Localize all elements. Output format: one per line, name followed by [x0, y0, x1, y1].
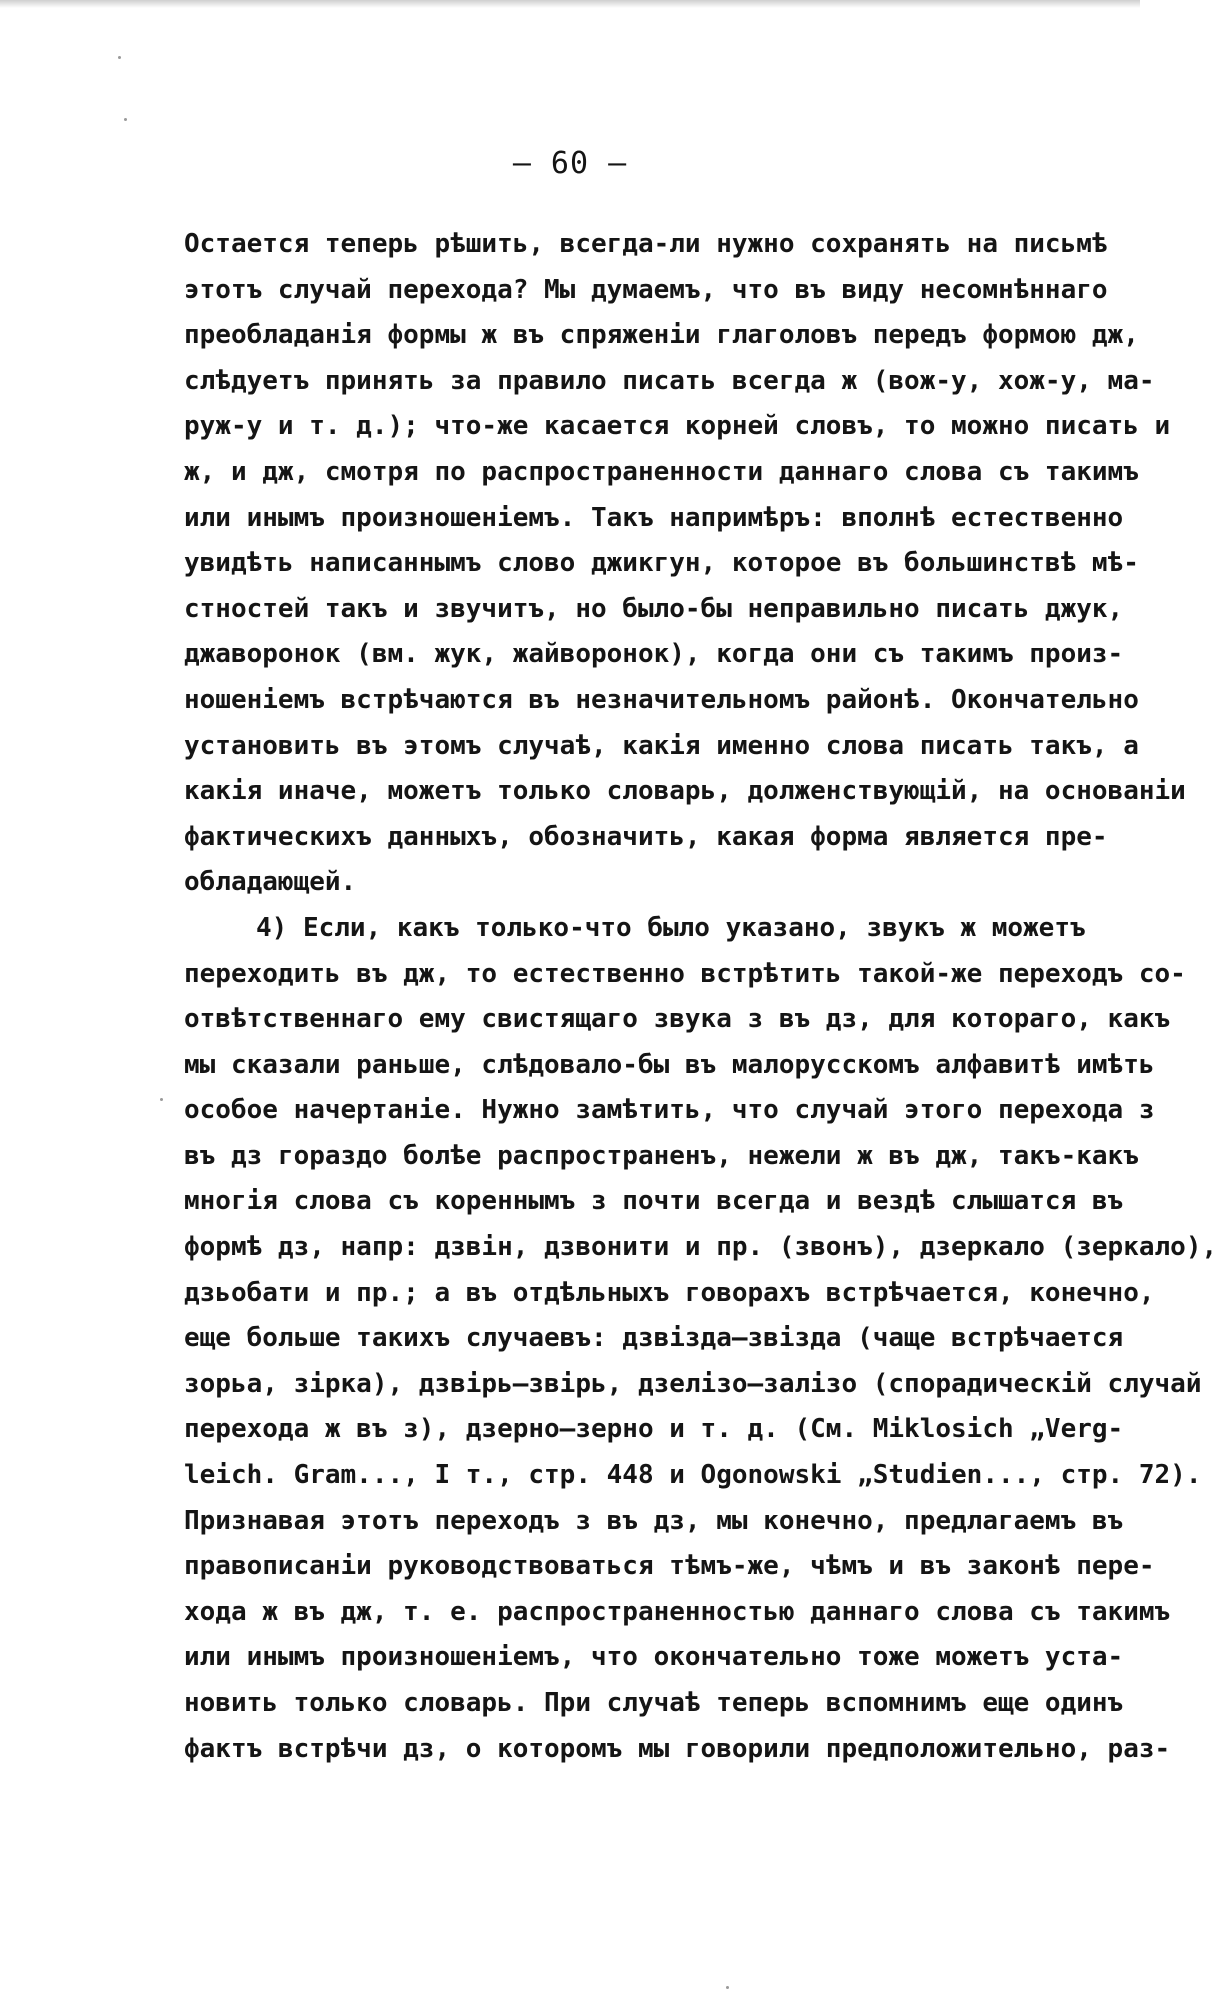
- text-line: фактическихъ данныхъ, обозначить, какая форма является пре-: [184, 821, 1108, 852]
- text-line: leich. Gram..., I т., стр. 448 и Ogonowski „Studien..., стр. 72).: [184, 1460, 1202, 1491]
- text-line: руж-у и т. д.); что-же касается корней словъ, то можно писать и: [184, 411, 1171, 442]
- text-line: новить только словарь. При случаѣ теперь вспомнимъ еще одинъ: [184, 1688, 1124, 1718]
- text-line: увидѣть написаннымъ слово джикгун, которое въ большинствѣ мѣ-: [184, 548, 1139, 579]
- text-line: стностей такъ и звучитъ, но было-бы неправильно писать джук,: [184, 593, 1124, 624]
- text-line: зорьа, зірка), дзвірь—звірь, дзелізо—залізо (спорадическій случай: [184, 1368, 1202, 1399]
- text-line: ж, и дж, смотря по распространенности даннаго слова съ такимъ: [184, 456, 1139, 487]
- scan-speck: [118, 56, 121, 59]
- text-line: фактъ встрѣчи дз, о которомъ мы говорили предположительно, раз-: [184, 1733, 1171, 1764]
- text-line: перехода ж въ з), дзерно—зерно и т. д. (См. Miklosich „Verg-: [184, 1414, 1124, 1445]
- body-text: [184, 222, 1217, 1772]
- text-line: слѣдуетъ принять за правило писать всегда ж (вож-у, хож-у, ма-: [184, 365, 1155, 396]
- text-line: дзьобати и пр.; а въ отдѣльныхъ говорахъ встрѣчается, конечно,: [184, 1277, 1155, 1308]
- text-line: преобладанія формы ж въ спряженіи глаголовъ передъ формою дж,: [184, 320, 1139, 351]
- text-line: ношеніемъ встрѣчаются въ незначительномъ районѣ. Окончательно: [184, 684, 1139, 715]
- text-line: или инымъ произношеніемъ, что окончательно тоже можетъ уста-: [184, 1642, 1124, 1673]
- text-line: джаворонок (вм. жук, жайворонок), когда они съ такимъ произ-: [184, 639, 1124, 670]
- text-line: этотъ случай перехода? Мы думаемъ, что въ виду несомнѣннаго: [184, 274, 1108, 305]
- text-line: установить въ этомъ случаѣ, какія именно слова писать такъ, а: [184, 730, 1139, 761]
- text-line: 4) Если, какъ только-что было указано, звукъ ж можетъ: [256, 912, 1086, 943]
- text-line: формѣ дз, напр: дзвін, дзвонити и пр. (звонъ), дзеркало (зеркало),: [184, 1232, 1217, 1263]
- text-line: переходить въ дж, то естественно встрѣтить такой-же переходъ со-: [184, 958, 1186, 989]
- text-line: хода ж въ дж, т. е. распространенностью даннаго слова съ такимъ: [184, 1596, 1171, 1627]
- scan-speck: [160, 1098, 163, 1101]
- text-line: мы сказали раньше, слѣдовало-бы въ малорусскомъ алфавитѣ имѣть: [184, 1049, 1155, 1080]
- text-line: обладающей.: [184, 867, 357, 898]
- text-line: въ дз гораздо болѣе распространенъ, нежели ж въ дж, такъ-какъ: [184, 1140, 1139, 1171]
- text-line: отвѣтственнаго ему свистящаго звука з въ дз, для котораго, какъ: [184, 1004, 1171, 1035]
- text-line: правописаніи руководствоваться тѣмъ-же, чѣмъ и въ законѣ пере-: [184, 1551, 1155, 1582]
- text-line: еще больше такихъ случаевъ: дзвізда—звізда (чаще встрѣчается: [184, 1323, 1124, 1354]
- text-line: Признавая этотъ переходъ з въ дз, мы конечно, предлагаемъ въ: [184, 1505, 1124, 1536]
- text-line: особое начертаніе. Нужно замѣтить, что случай этого перехода з: [184, 1095, 1155, 1126]
- scan-edge: [0, 0, 1140, 8]
- text-line: многія слова съ кореннымъ з почти всегда и вездѣ слышатся въ: [184, 1186, 1124, 1217]
- scan-speck: [124, 118, 127, 121]
- text-line: какія иначе, можетъ только словарь, долженствующій, на основаніи: [184, 776, 1186, 807]
- text-line: или инымъ произношеніемъ. Такъ напримѣръ: вполнѣ естественно: [184, 502, 1124, 533]
- page-number: — 60 —: [512, 146, 628, 181]
- text-line: Остается теперь рѣшить, всегда-ли нужно сохранять на письмѣ: [184, 229, 1108, 259]
- scan-speck: [726, 1986, 729, 1989]
